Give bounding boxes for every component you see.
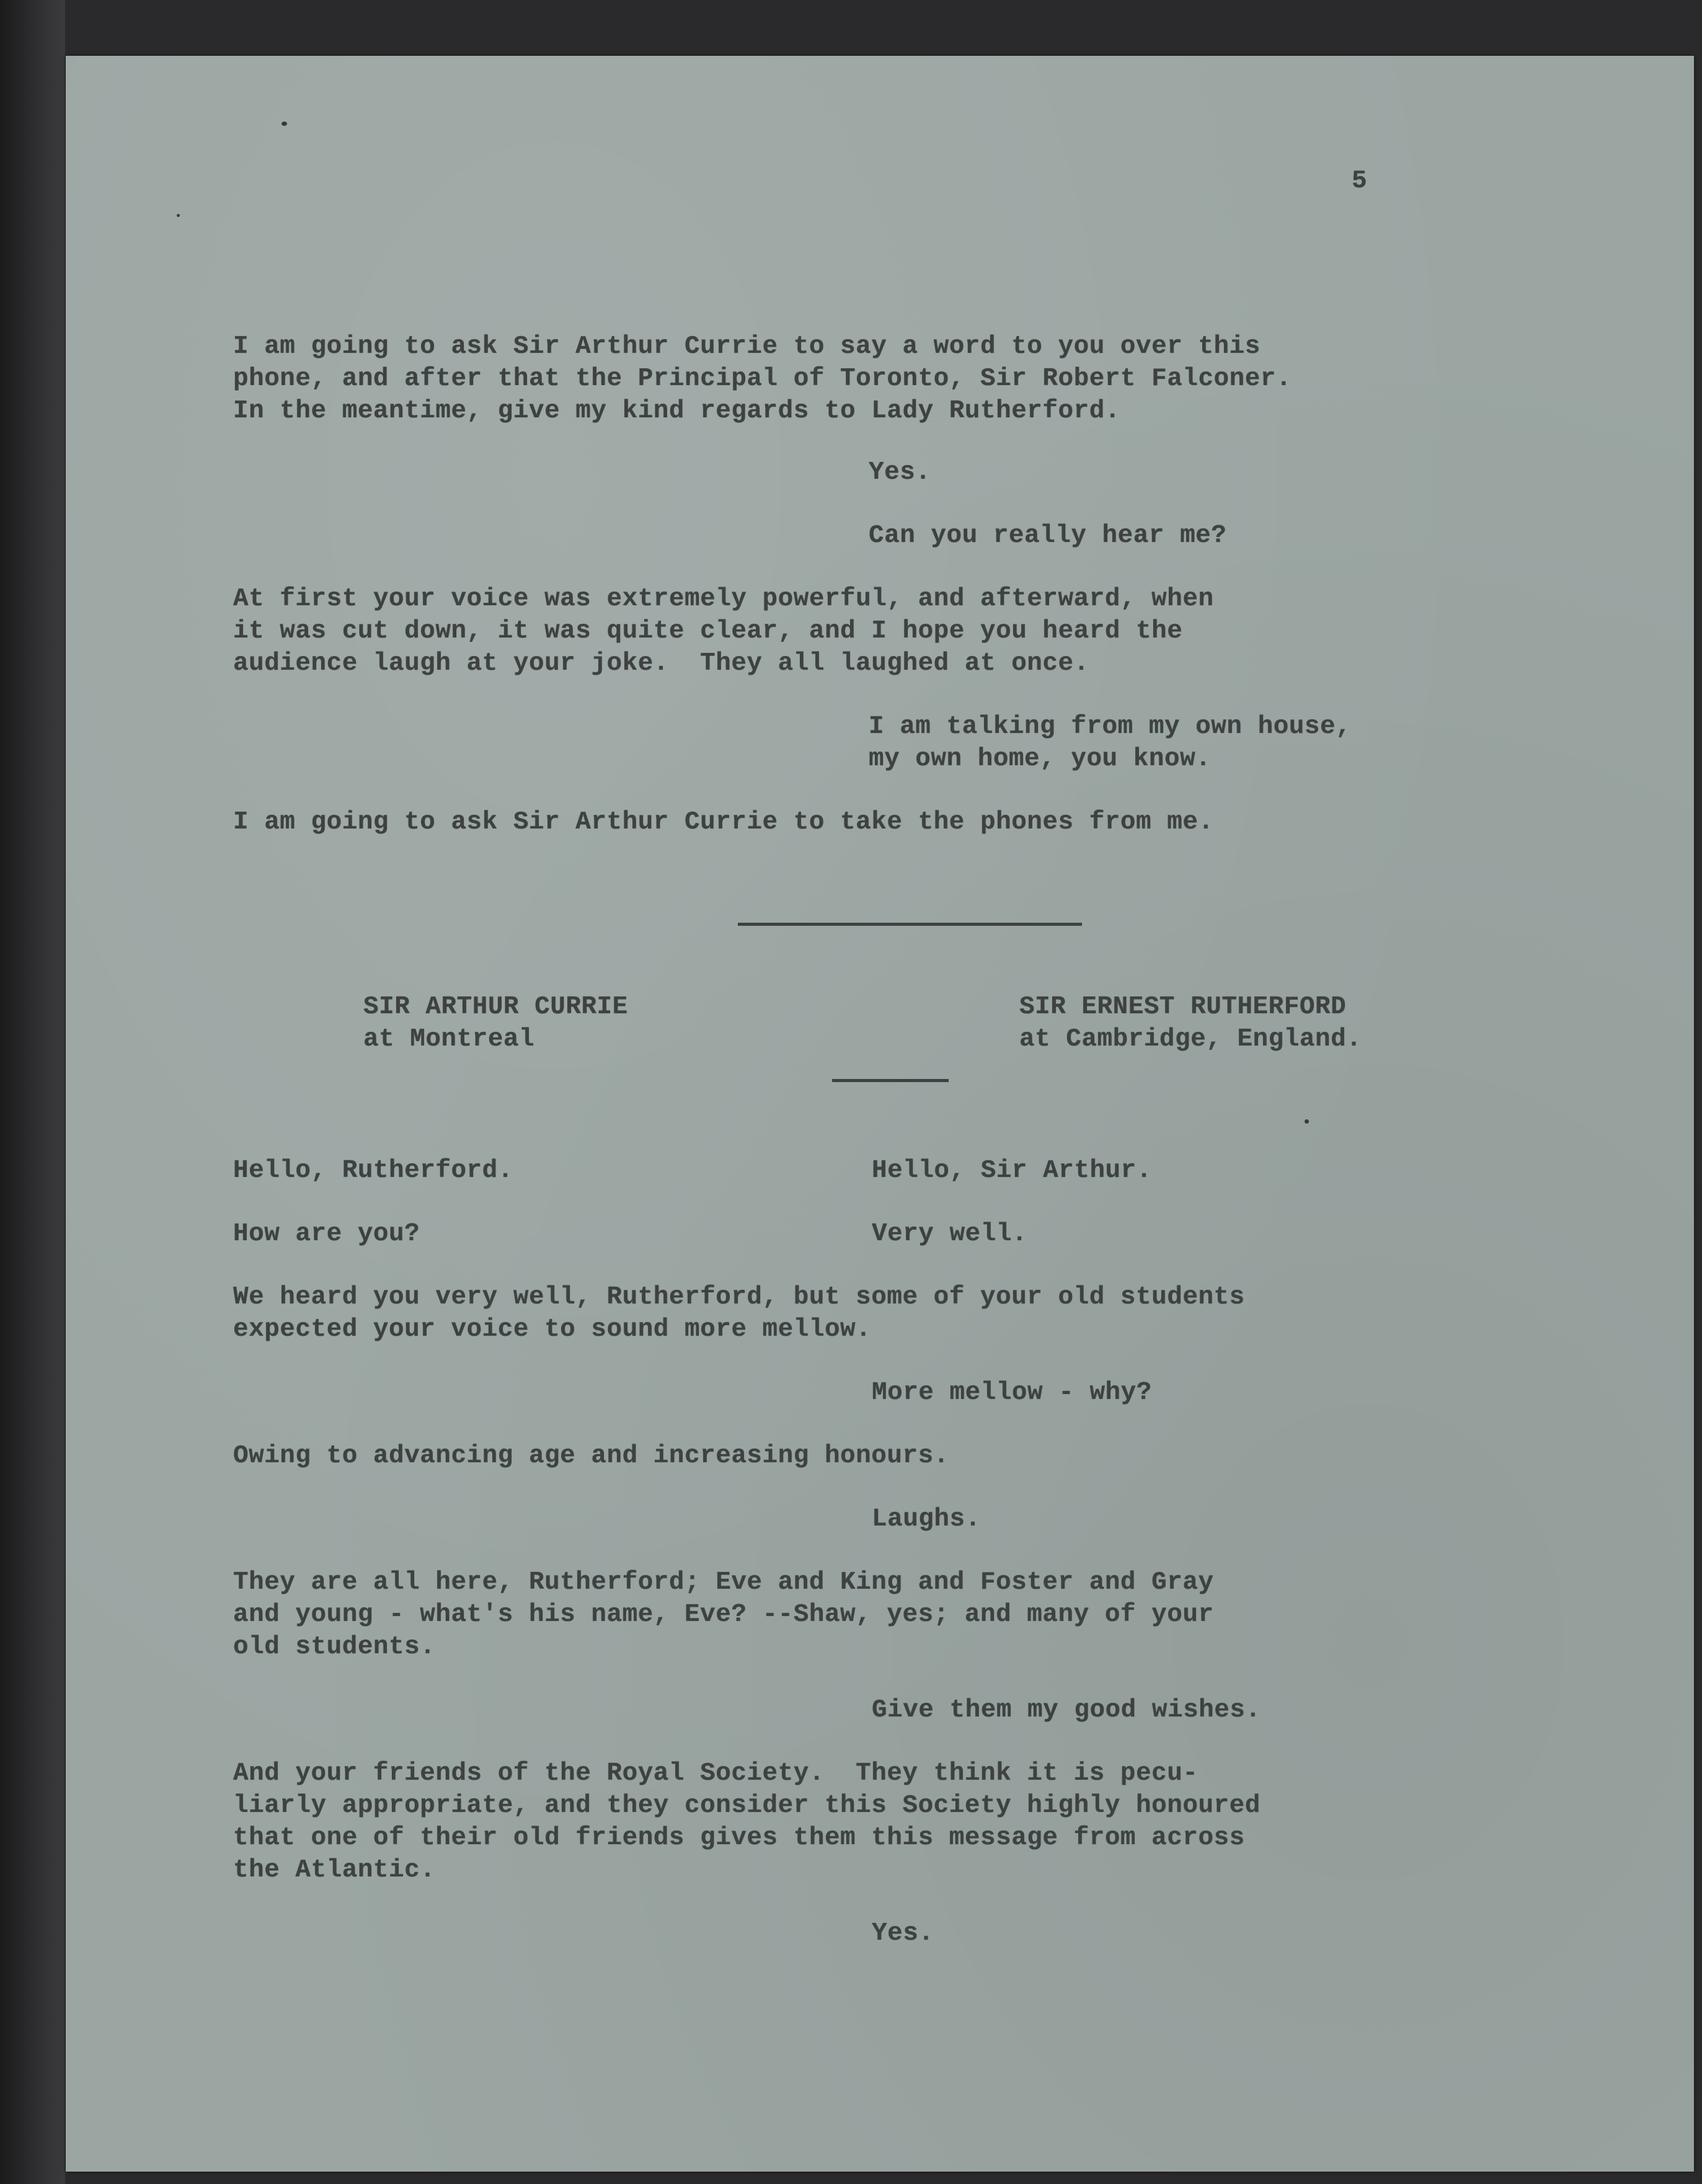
here-line: and young - what's his name, Eve? --Shaw, yes; and many of your [233,1600,1214,1629]
intro-line: In the meantime, give my kind regards to Lady Rutherford. [233,397,1120,425]
here-line: old students. [233,1633,436,1661]
speaker-left-location: at Montreal [363,1025,535,1054]
wishes-reply: Give them my good wishes. [872,1696,1261,1725]
page-number: 5 [1352,167,1368,195]
friends-line: that one of their old friends gives them this message from across [233,1824,1245,1852]
reply-yes: Yes. [869,458,931,487]
paper-speck [1305,1119,1309,1124]
speaker-divider [832,1079,949,1082]
reply-house-line: my own home, you know. [869,745,1212,773]
mellow-reply: More mellow - why? [872,1378,1152,1407]
paper-speck [177,214,180,217]
friends-line: liarly appropriate, and they consider this Society highly honoured [233,1791,1261,1820]
paper-speck [281,122,287,126]
laughs-reply: Laughs. [872,1505,981,1534]
hello-right: Hello, Sir Arthur. [872,1156,1152,1185]
heard-line: We heard you very well, Rutherford, but some of your old students [233,1283,1245,1312]
intro-line: phone, and after that the Principal of Toronto, Sir Robert Falconer. [233,365,1292,393]
speaker-right-location: at Cambridge, England. [1019,1025,1362,1054]
closing-line: I am going to ask Sir Arthur Currie to take the phones from me. [233,808,1214,837]
owing-line: Owing to advancing age and increasing honours. [233,1442,949,1470]
speaker-right-name: SIR ERNEST RUTHERFORD [1019,993,1347,1021]
hello-left: Hello, Rutherford. [233,1156,513,1185]
typewritten-page [66,56,1694,2172]
speaker-left-name: SIR ARTHUR CURRIE [363,993,628,1021]
intro-line: I am going to ask Sir Arthur Currie to say a word to you over this [233,332,1261,361]
friends-line: And your friends of the Royal Society. They think it is pecu- [233,1759,1199,1788]
voice-line: At first your voice was extremely powerful, and afterward, when [233,585,1214,613]
section-divider [738,923,1082,926]
heard-line: expected your voice to sound more mellow. [233,1315,872,1344]
here-line: They are all here, Rutherford; Eve and King and Foster and Gray [233,1568,1214,1597]
scanner-backdrop [0,0,65,2184]
how-right: Very well. [872,1220,1028,1248]
reply-hear: Can you really hear me? [869,522,1227,550]
voice-line: it was cut down, it was quite clear, and I hope you heard the [233,617,1183,646]
reply-house-line: I am talking from my own house, [869,712,1352,741]
voice-line: audience laugh at your joke. They all laughed at once. [233,649,1089,678]
how-left: How are you? [233,1220,420,1248]
final-yes: Yes. [872,1919,934,1948]
friends-line: the Atlantic. [233,1856,436,1884]
